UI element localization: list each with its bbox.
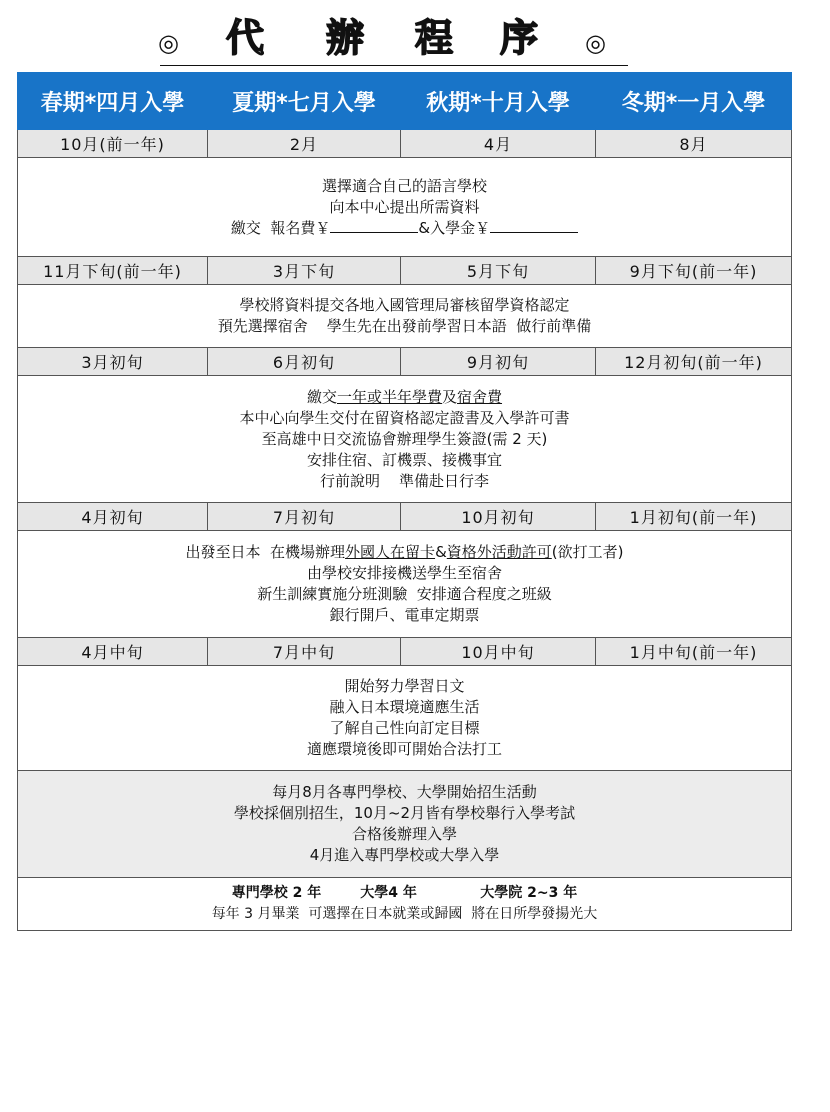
step-text: 專門學校 2 年 大學4 年 大學院 2~3 年	[231, 885, 578, 901]
step-text: 安排住宿、訂機票、接機事宜	[306, 450, 502, 469]
term-summer: 夏期*七月入學	[208, 73, 401, 130]
step-text: 行前說明 準備赴日行李	[319, 471, 490, 490]
step-block	[18, 531, 792, 638]
date-cell: 3月下旬	[208, 257, 401, 285]
step-text: 學校採個別招生，10月~2月皆有學校舉行入學考試	[233, 804, 576, 822]
step-text: 向本中心提出所需資料	[329, 197, 480, 216]
date-row	[18, 348, 792, 376]
title-char-4: 序	[500, 16, 539, 60]
step-text: 預先選擇宿舍 學生先在出發前學習日本語 做行前準備	[217, 317, 592, 335]
enrollment-fee-blank	[490, 218, 578, 233]
date-cell: 7月中旬	[208, 638, 401, 666]
double-circle-icon: ◎	[585, 29, 606, 57]
step-text: 4月進入專門學校或大學入學	[309, 846, 500, 864]
date-cell: 3月初旬	[18, 348, 208, 376]
step-text: 適應環境後即可開始合法打工	[306, 740, 502, 758]
date-cell: 9月下旬(前一年)	[596, 257, 792, 285]
date-cell: 7月初旬	[208, 503, 401, 531]
step-text: 學校將資料提交各地入國管理局審核留學資格認定	[239, 296, 570, 314]
date-cell: 6月初旬	[208, 348, 401, 376]
step-text: 每年 3 月畢業 可選擇在日本就業或歸國 將在日所學發揚光大	[211, 906, 598, 922]
step-text: 開始努力學習日文	[344, 677, 465, 695]
term-header-row	[18, 73, 792, 130]
title-char-2: 辦	[326, 16, 365, 60]
step-text: 本中心向學生交付在留資格認定證書及入學許可書	[239, 408, 570, 427]
step-text: 出發至日本 在機場辦理外國人在留卡&資格外活動許可(欲打工者)	[185, 543, 624, 561]
date-row	[18, 257, 792, 285]
date-cell: 4月初旬	[18, 503, 208, 531]
date-cell: 10月中旬	[401, 638, 596, 666]
date-cell: 8月	[596, 130, 792, 158]
step-block	[18, 376, 792, 503]
step-text: 選擇適合自己的語言學校	[321, 176, 487, 195]
registration-fee-blank	[330, 218, 418, 233]
step-text: 融入日本環境適應生活	[329, 698, 480, 716]
step-block	[18, 666, 792, 771]
title-char-3: 程	[415, 16, 454, 60]
step-text: 每月8月各專門學校、大學開始招生活動	[272, 783, 537, 801]
procedure-table	[17, 72, 792, 931]
step-block	[18, 285, 792, 348]
title-underline	[160, 65, 628, 66]
step-text: 新生訓練實施分班測驗 安排適合程度之班級	[257, 585, 552, 603]
date-cell: 10月初旬	[401, 503, 596, 531]
date-cell: 10月(前一年)	[18, 130, 208, 158]
date-row	[18, 638, 792, 666]
step-text: 繳交一年或半年學費及宿舍費	[306, 387, 503, 406]
term-winter: 冬期*一月入學	[596, 73, 792, 130]
date-cell: 11月下旬(前一年)	[18, 257, 208, 285]
double-circle-icon: ◎	[158, 29, 179, 57]
step-text: 合格後辦理入學	[351, 825, 457, 843]
date-cell: 4月中旬	[18, 638, 208, 666]
step-text: 由學校安排接機送學生至宿舍	[306, 564, 502, 582]
date-row	[18, 130, 792, 158]
page-title	[0, 14, 830, 60]
date-cell: 5月下旬	[401, 257, 596, 285]
date-cell: 1月初旬(前一年)	[596, 503, 792, 531]
date-cell: 12月初旬(前一年)	[596, 348, 792, 376]
fee-line: 繳交 報名費￥ &入學金￥	[18, 218, 791, 239]
term-autumn: 秋期*十月入學	[401, 73, 596, 130]
step-text: 至高雄中日交流協會辦理學生簽證(需 2 天)	[261, 429, 548, 448]
date-cell: 1月中旬(前一年)	[596, 638, 792, 666]
term-spring: 春期*四月入學	[18, 73, 208, 130]
graduation-block	[18, 878, 792, 931]
date-cell: 4月	[401, 130, 596, 158]
date-cell: 2月	[208, 130, 401, 158]
admission-block	[18, 771, 792, 878]
title-char-1: 代	[226, 16, 265, 60]
date-cell: 9月初旬	[401, 348, 596, 376]
step-text: 銀行開戶、電車定期票	[329, 606, 480, 624]
step-text: 了解自己性向訂定目標	[329, 719, 480, 737]
step-block	[18, 158, 792, 257]
date-row	[18, 503, 792, 531]
